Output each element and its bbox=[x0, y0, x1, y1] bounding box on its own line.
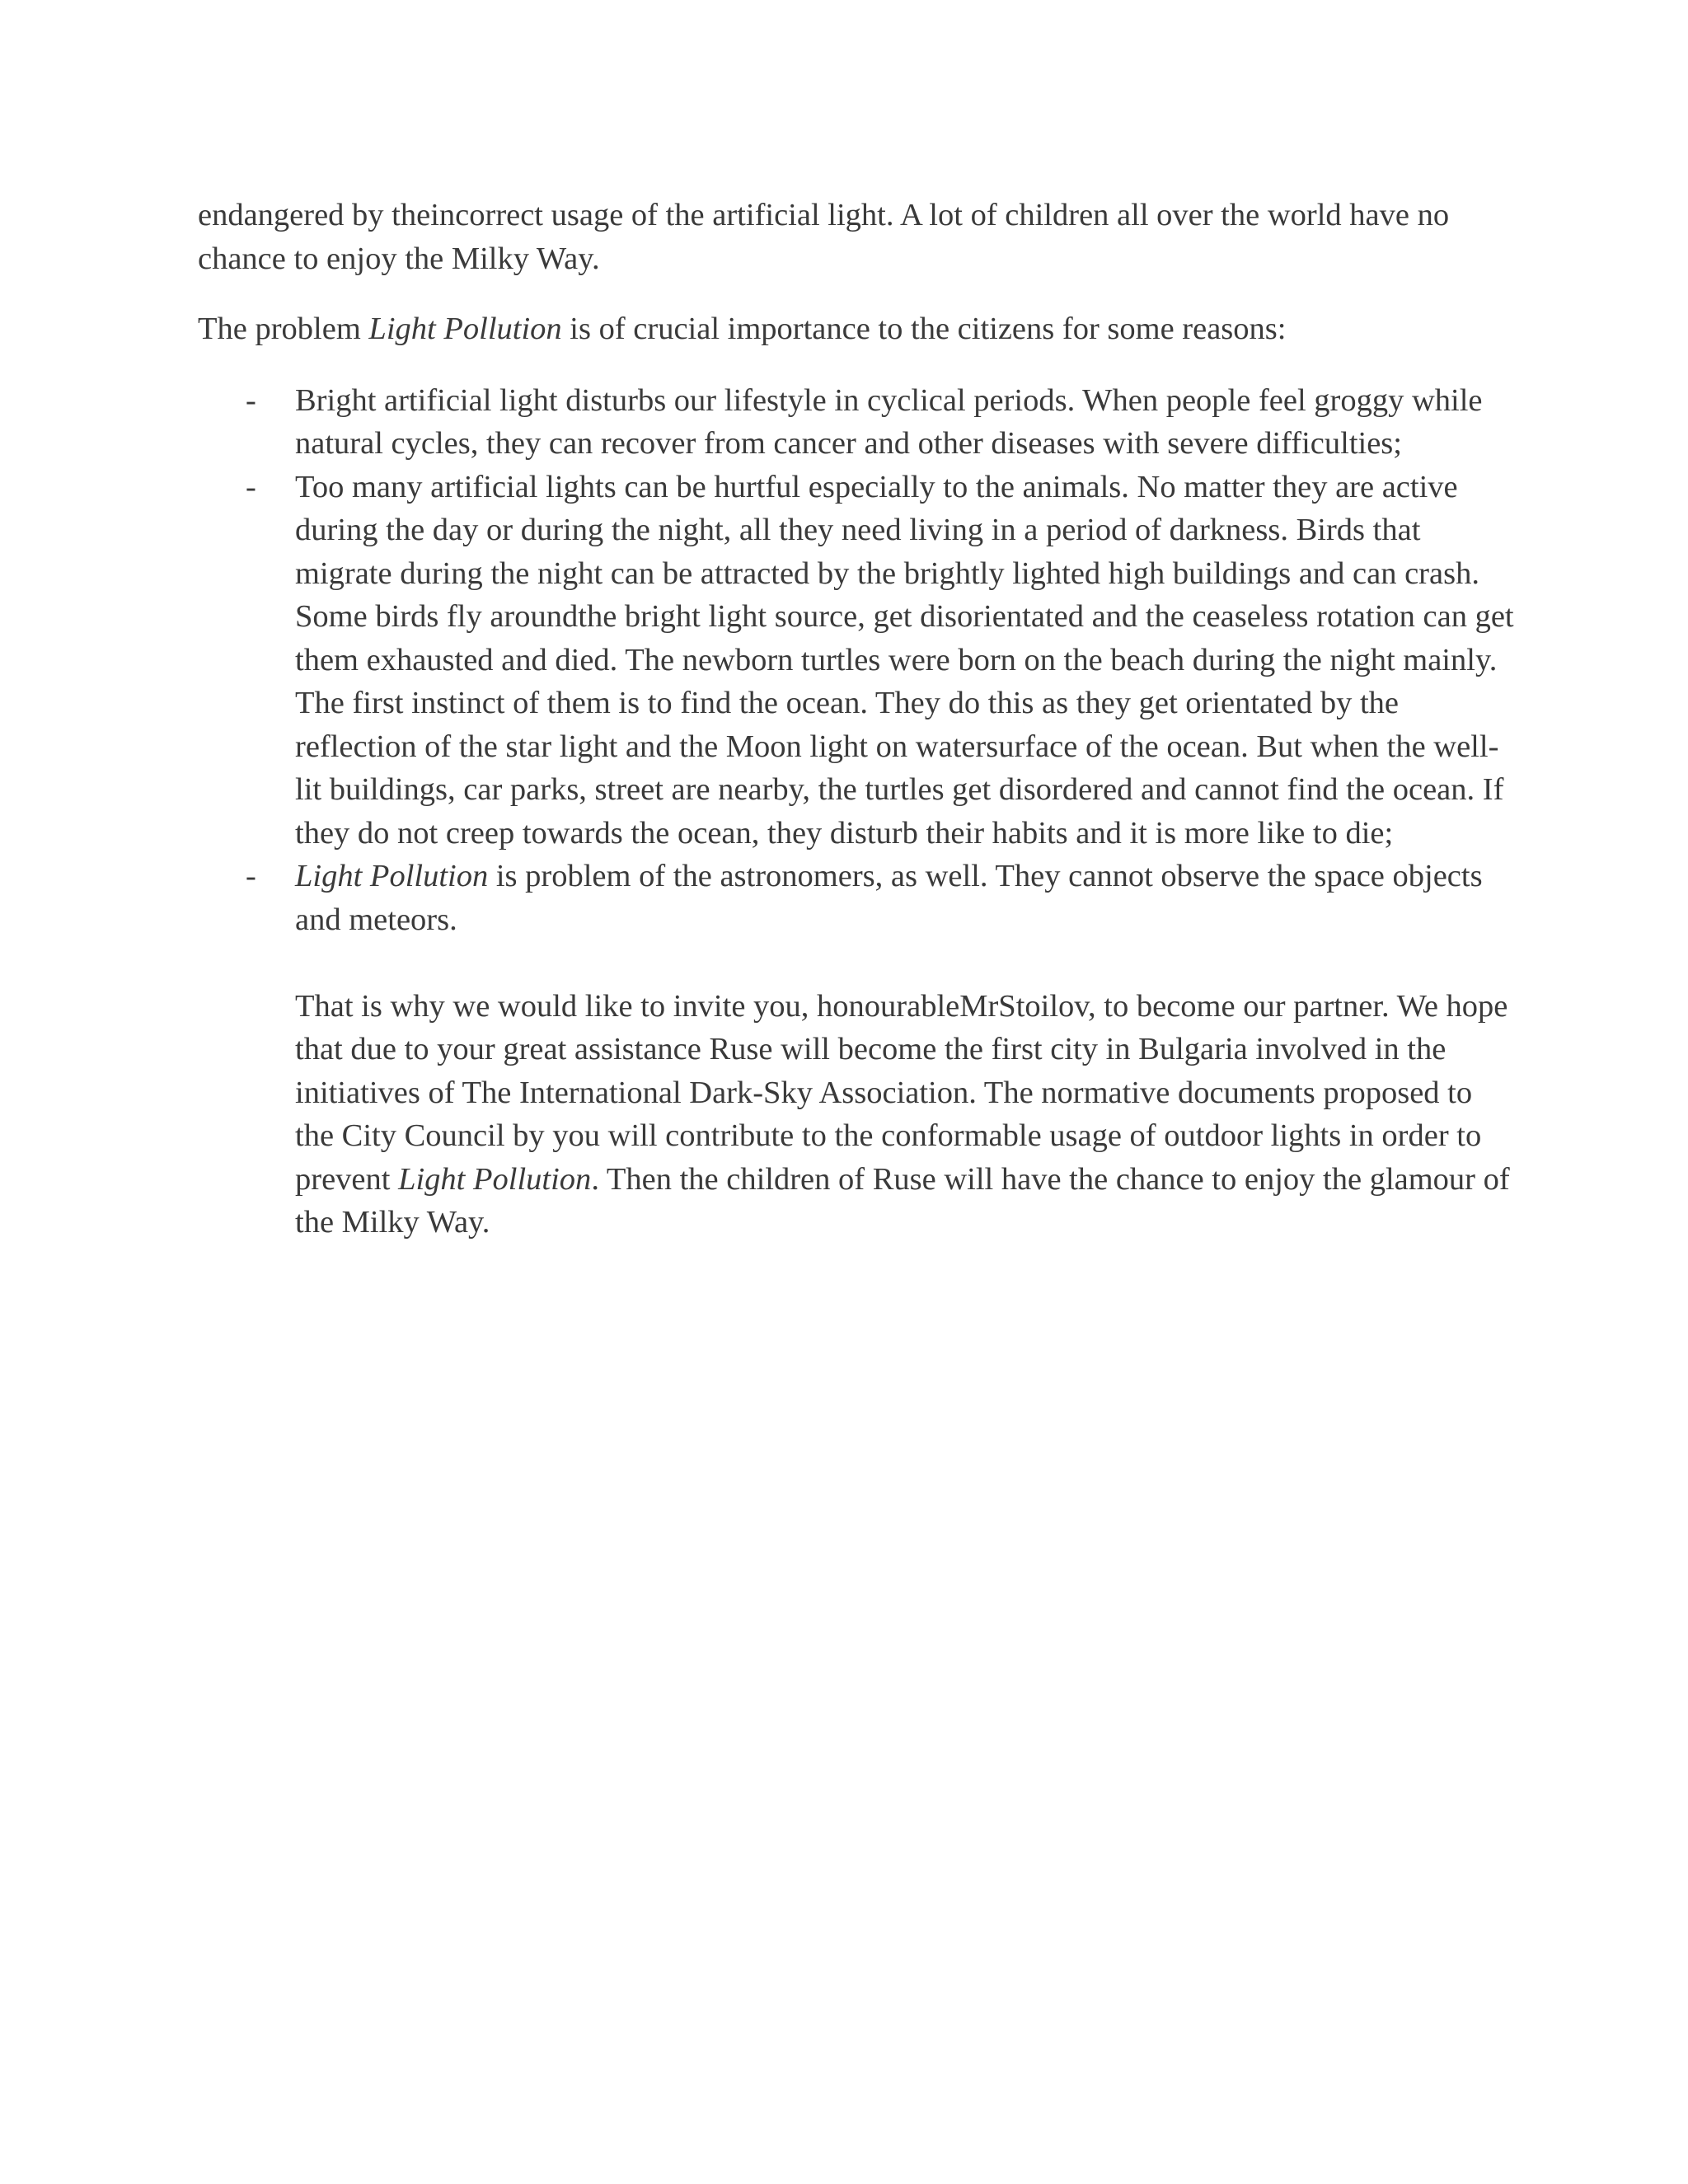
closing-paragraph bbox=[198, 985, 1517, 1244]
bullet-dash: - bbox=[246, 382, 256, 418]
list-item bbox=[198, 466, 1517, 855]
closing-emphasis: Light Pollution bbox=[398, 1161, 592, 1197]
lead-paragraph bbox=[198, 307, 1517, 351]
lead-text-before: The problem bbox=[198, 312, 369, 346]
closing-text-after: . Then the children of Ruse will have the chance to enjoy the glamour of the Milky Way. bbox=[295, 1161, 1510, 1240]
reasons-list bbox=[198, 379, 1517, 942]
lead-text-after: is of crucial importance to the citizens for some reasons: bbox=[561, 312, 1287, 346]
list-item-text: Too many artificial lights can be hurtful especially to the animals. No matter they are active during the day or during the night, all they need living in a period of darkness. Birds that migrate during the night can be attracted by the brightly lighted high buildings and can crash. Some birds fly aroundthe bright light source, get disorientated and the ceaseless rotation can get them exhausted and died. The newborn turtles were born on the beach during the night mainly. The first instinct of them is to find the ocean. They do this as they get orientated by the reflection of the star light and the Moon light on watersurface of the ocean. But when the well-lit buildings, car parks, street are nearby, the turtles get disordered and cannot find the ocean. If they do not creep towards the ocean, they disturb their habits and it is more like to die; bbox=[295, 469, 1514, 851]
intro-paragraph: endangered by theincorrect usage of the artificial light. A lot of children all over the world have no chance to enjoy the Milky Way. bbox=[198, 198, 1450, 276]
list-item bbox=[198, 855, 1517, 941]
list-item bbox=[198, 379, 1517, 466]
lead-emphasis: Light Pollution bbox=[368, 312, 562, 346]
closing-text-before: That is why we would like to invite you, honourableMrStoilov, to become our partner. We hope that due to your great assistance Ruse will become the first city in Bulgaria involved in the initiatives of The International Dark-Sky Association. The normative documents proposed to the City Council by you will contribute to the conformable usage of outdoor lights in order to prevent bbox=[295, 988, 1508, 1197]
list-item-emphasis: Light Pollution bbox=[295, 859, 489, 893]
bullet-dash: - bbox=[246, 469, 256, 504]
list-item-text: is problem of the astronomers, as well. They cannot observe the space objects and meteors. bbox=[295, 859, 1483, 937]
letter-body bbox=[198, 194, 1517, 1244]
list-item-text: Bright artificial light disturbs our lifestyle in cyclical periods. When people feel groggy while natural cycles, they can recover from cancer and other diseases with severe difficulties; bbox=[295, 382, 1483, 461]
bullet-dash: - bbox=[246, 859, 256, 893]
